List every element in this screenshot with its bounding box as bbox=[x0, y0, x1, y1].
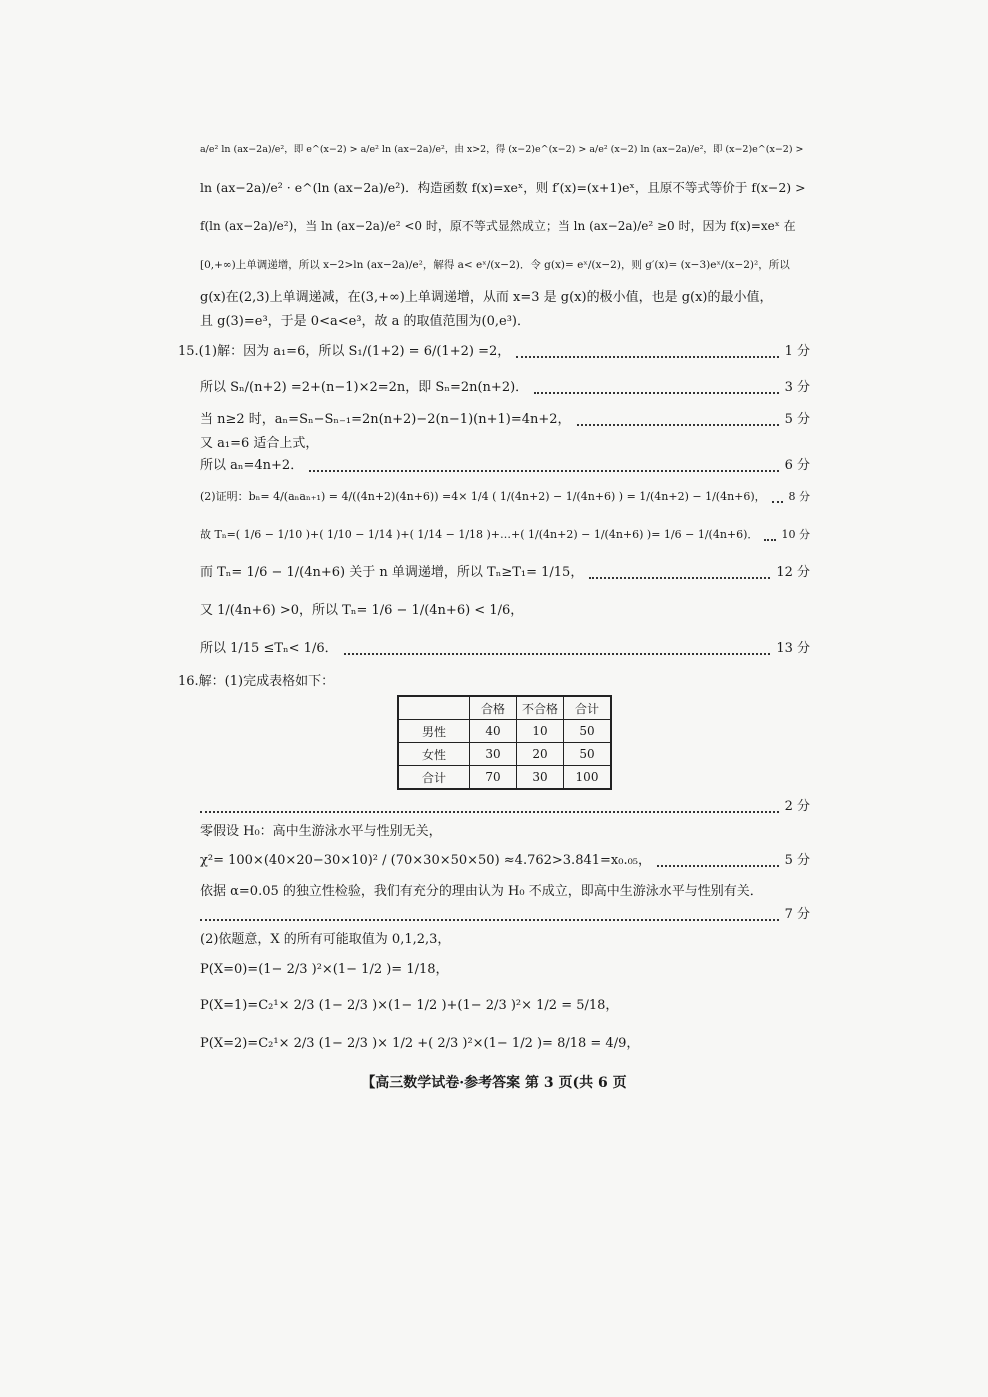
table-cell: 40 bbox=[470, 720, 517, 743]
table-cell: 合格 bbox=[470, 696, 517, 720]
q15-line-1: 15.(1)解：因为 a₁=6，所以 S₁/(1+2) = 6/(1+2) =2， 1 分 bbox=[178, 342, 810, 362]
points: 5 分 bbox=[784, 853, 810, 868]
q15-line-10: 所以 1/15 ≤Tₙ< 1/6． 13 分 bbox=[200, 639, 810, 659]
table-cell: 70 bbox=[470, 766, 517, 790]
table-cell: 50 bbox=[564, 720, 612, 743]
table-cell: 100 bbox=[564, 766, 612, 790]
q16-line-6: P(X=0)=(1− 2/3 )²×(1− 1/2 )= 1/18， bbox=[200, 962, 449, 977]
table-cell: 10 bbox=[517, 720, 564, 743]
table-row bbox=[398, 720, 611, 743]
cont-line-1: a/e² ln (ax−2a)/e²，即 e^(x−2) > a/e² ln (ax−2a)/e²，由 x>2，得 (x−2)e^(x−2) > a/e² (x−2) ln (ax−2a)/e²，即 (x−2)e^(x−2) > bbox=[200, 144, 804, 155]
cont-line-4: [0,+∞)上单调递增，所以 x−2>ln (ax−2a)/e²，解得 a< eˣ/(x−2)．令 g(x)= eˣ/(x−2)，则 g′(x)= (x−3)eˣ/(x−2)²，所以 bbox=[200, 259, 790, 271]
page-footer: 【高三数学试卷·参考答案 第 3 页(共 6 页 bbox=[361, 1075, 627, 1091]
table-row bbox=[398, 743, 611, 766]
points: 2 分 bbox=[784, 799, 810, 814]
table-cell: 女性 bbox=[398, 743, 470, 766]
points: 13 分 bbox=[776, 641, 810, 656]
table-cell: 30 bbox=[470, 743, 517, 766]
q16-line-5: (2)依题意，X 的所有可能取值为 0,1,2,3， bbox=[200, 932, 451, 947]
table-cell: 30 bbox=[517, 766, 564, 790]
points: 10 分 bbox=[781, 528, 810, 541]
q16-line-4: 依据 α=0.05 的独立性检验，我们有充分的理由认为 H₀ 不成立，即高中生游泳水平与性别有关． bbox=[200, 884, 763, 899]
points: 6 分 bbox=[784, 458, 810, 473]
points: 3 分 bbox=[784, 380, 810, 395]
points: 8 分 bbox=[788, 490, 810, 503]
table-cell: 男性 bbox=[398, 720, 470, 743]
contingency-table bbox=[397, 695, 612, 790]
q15-line-8: 而 Tₙ= 1/6 − 1/(4n+6) 关于 n 单调递增，所以 Tₙ≥T₁= 1/15， 12 分 bbox=[200, 563, 810, 583]
q15-line-6: (2)证明：bₙ= 4/(aₙaₙ₊₁) = 4/((4n+2)(4n+6)) =4× 1/4 ( 1/(4n+2) − 1/(4n+6) ) = 1/(4n+2) − 1/(4n+6)， 8 分 bbox=[200, 487, 810, 507]
q16-line-8: P(X=2)=C₂¹× 2/3 (1− 2/3 )× 1/2 +( 2/3 )²×(1− 1/2 )= 8/18 = 4/9， bbox=[200, 1036, 640, 1051]
cont-line-3: f(ln (ax−2a)/e²)，当 ln (ax−2a)/e² <0 时，原不等式显然成立；当 ln (ax−2a)/e² ≥0 时，因为 f(x)=xeˣ 在 bbox=[200, 219, 796, 233]
points: 5 分 bbox=[784, 412, 810, 427]
table-cell bbox=[398, 696, 470, 720]
q16-line-3: χ²= 100×(40×20−30×10)² / (70×30×50×50) ≈4.762>3.841=x₀.₀₅， 5 分 bbox=[200, 851, 810, 871]
table-cell: 不合格 bbox=[517, 696, 564, 720]
points: 7 分 bbox=[784, 907, 810, 922]
table-cell: 20 bbox=[517, 743, 564, 766]
q16-line-2: 零假设 H₀：高中生游泳水平与性别无关， bbox=[200, 824, 442, 839]
q16-line-7: P(X=1)=C₂¹× 2/3 (1− 2/3 )×(1− 1/2 )+(1− 2/3 )²× 1/2 = 5/18， bbox=[200, 998, 619, 1013]
q15-line-5: 所以 aₙ=4n+2． 6 分 bbox=[200, 456, 810, 476]
q15-line-2: 所以 Sₙ/(n+2) =2+(n−1)×2=2n，即 Sₙ=2n(n+2)． 3 分 bbox=[200, 378, 810, 398]
q16-line-1: 16.解：(1)完成表格如下： bbox=[178, 674, 335, 689]
q15-line-7: 故 Tₙ=( 1/6 − 1/10 )+( 1/10 − 1/14 )+( 1/14 − 1/18 )+…+( 1/(4n+2) − 1/(4n+6) )= 1/6 − 1/(4n+6)． 10 分 bbox=[200, 525, 810, 545]
q15-line-4: 又 a₁=6 适合上式， bbox=[200, 436, 319, 451]
q16-line-4-points bbox=[200, 905, 810, 925]
points: 12 分 bbox=[776, 565, 810, 580]
table-cell: 50 bbox=[564, 743, 612, 766]
q15-line-9: 又 1/(4n+6) >0，所以 Tₙ= 1/6 − 1/(4n+6) < 1/6， bbox=[200, 603, 524, 618]
cont-line-5: g(x)在(2,3)上单调递减，在(3,+∞)上单调递增，从而 x=3 是 g(x)的极小值，也是 g(x)的最小值， bbox=[200, 290, 773, 305]
table-header-row bbox=[398, 696, 611, 720]
points: 1 分 bbox=[784, 344, 810, 359]
table-row bbox=[398, 766, 611, 790]
cont-line-6: 且 g(3)=e³，于是 0<a<e³，故 a 的取值范围为(0,e³)． bbox=[200, 314, 530, 329]
q15-line-3: 当 n≥2 时，aₙ=Sₙ−Sₙ₋₁=2n(n+2)−2(n−1)(n+1)=4n+2， 5 分 bbox=[200, 410, 810, 430]
cont-line-2: ln (ax−2a)/e² · e^(ln (ax−2a)/e²)．构造函数 f(x)=xeˣ，则 f′(x)=(x+1)eˣ，且原不等式等价于 f(x−2) > bbox=[200, 180, 806, 195]
table-cell: 合计 bbox=[564, 696, 612, 720]
q16-table-points bbox=[200, 797, 810, 817]
table-cell: 合计 bbox=[398, 766, 470, 790]
